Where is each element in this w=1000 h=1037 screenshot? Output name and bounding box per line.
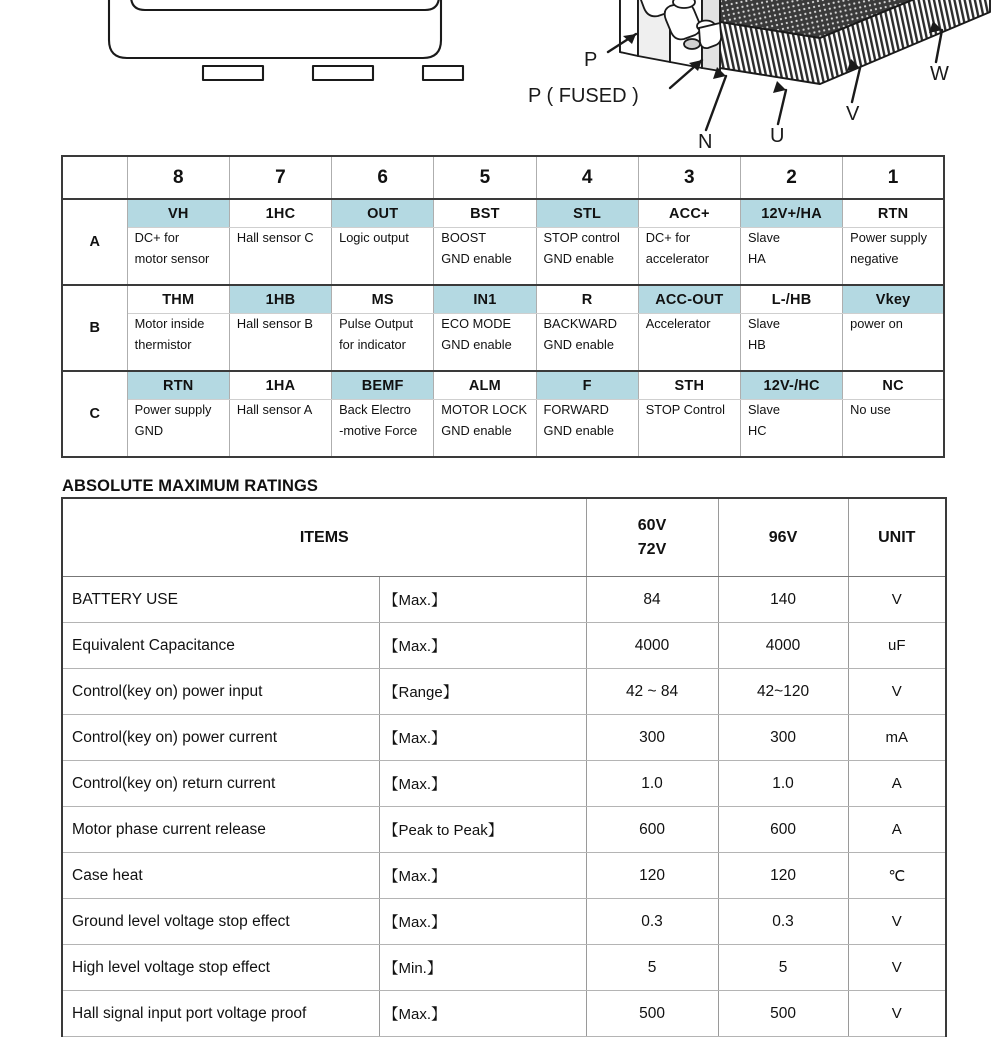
pin-signal-c5: ALM bbox=[434, 371, 536, 400]
ratings-item-9-v96: 500 bbox=[718, 991, 848, 1037]
pin-desc-b7 bbox=[229, 314, 331, 372]
ratings-item-3-v96: 300 bbox=[718, 715, 848, 761]
ratings-item-9-name: Hall signal input port voltage proof bbox=[62, 991, 379, 1037]
ratings-col-60v-72v bbox=[586, 498, 718, 577]
ratings-item-8-unit: V bbox=[848, 945, 946, 991]
label-p-fused: P ( FUSED ) bbox=[528, 85, 639, 107]
leader-u bbox=[778, 90, 786, 124]
pin-signal-b4: R bbox=[536, 285, 638, 314]
ratings-col-72v: 72V bbox=[637, 540, 667, 558]
pin-desc-c7 bbox=[229, 400, 331, 458]
pin-signal-b1: Vkey bbox=[843, 285, 944, 314]
pin-desc-b2 bbox=[740, 314, 842, 372]
pin-desc-b1-l1: power on bbox=[850, 316, 903, 331]
pin-signal-b8: THM bbox=[127, 285, 229, 314]
pin-number-2: 2 bbox=[740, 156, 842, 199]
pin-row-c-descriptions bbox=[62, 400, 944, 458]
pin-signal-a1: RTN bbox=[843, 199, 944, 228]
ratings-col-unit: UNIT bbox=[848, 498, 946, 577]
ratings-item-2-v96: 42~120 bbox=[718, 669, 848, 715]
diagram-band bbox=[0, 0, 1000, 153]
pin-row-a-descriptions bbox=[62, 228, 944, 286]
ratings-header-row bbox=[62, 498, 946, 577]
pin-number-4: 4 bbox=[536, 156, 638, 199]
ratings-item-4-unit: A bbox=[848, 761, 946, 807]
ratings-row-motor-phase-current-release bbox=[62, 807, 946, 853]
pin-desc-b5-l1: ECO MODE bbox=[441, 316, 511, 331]
pin-desc-b8 bbox=[127, 314, 229, 372]
pin-desc-b2-l1: Slave bbox=[747, 316, 780, 331]
ratings-item-0-name: BATTERY USE bbox=[62, 577, 379, 623]
pin-row-label-a: A bbox=[62, 199, 127, 285]
pin-desc-c2 bbox=[740, 400, 842, 458]
pin-desc-a1-l2: negative bbox=[850, 250, 899, 266]
ratings-item-3-v6072: 300 bbox=[586, 715, 718, 761]
pin-number-6: 6 bbox=[332, 156, 434, 199]
pin-desc-b4-l2: GND enable bbox=[543, 336, 614, 352]
pin-signal-c6: BEMF bbox=[332, 371, 434, 400]
ratings-item-6-name: Case heat bbox=[62, 853, 379, 899]
pin-row-b-signals bbox=[62, 285, 944, 314]
pin-desc-a6 bbox=[332, 228, 434, 286]
ratings-item-8-v96: 5 bbox=[718, 945, 848, 991]
ratings-col-60v: 60V bbox=[637, 517, 667, 535]
pin-desc-c5 bbox=[434, 400, 536, 458]
ratings-item-7-qual: 【Max.】 bbox=[379, 899, 586, 945]
pin-desc-c6-l2: -motive Force bbox=[339, 422, 418, 438]
ratings-item-4-v6072: 1.0 bbox=[586, 761, 718, 807]
ratings-item-0-v96: 140 bbox=[718, 577, 848, 623]
pin-desc-a2-l1: Slave bbox=[747, 230, 780, 245]
ratings-col-items: ITEMS bbox=[62, 498, 586, 577]
leader-n bbox=[706, 76, 726, 130]
pin-desc-b5 bbox=[434, 314, 536, 372]
pin-desc-a6-l1: Logic output bbox=[339, 230, 409, 245]
pin-signal-b2: L-/HB bbox=[740, 285, 842, 314]
ratings-row-control-power-input bbox=[62, 669, 946, 715]
pin-number-7: 7 bbox=[229, 156, 331, 199]
pin-desc-c8 bbox=[127, 400, 229, 458]
connector-pinout-diagram bbox=[85, 0, 485, 140]
pin-signal-a5: BST bbox=[434, 199, 536, 228]
pin-desc-c4-l2: GND enable bbox=[543, 422, 614, 438]
pin-desc-a5-l1: BOOST bbox=[441, 230, 487, 245]
ratings-row-control-return-current bbox=[62, 761, 946, 807]
ratings-item-3-qual: 【Max.】 bbox=[379, 715, 586, 761]
ratings-item-7-unit: V bbox=[848, 899, 946, 945]
pin-number-5: 5 bbox=[434, 156, 536, 199]
pin-number-1: 1 bbox=[843, 156, 944, 199]
ratings-item-5-name: Motor phase current release bbox=[62, 807, 379, 853]
pin-desc-c2-l1: Slave bbox=[747, 402, 780, 417]
pin-row-b-descriptions bbox=[62, 314, 944, 372]
pin-desc-c4-l1: FORWARD bbox=[543, 402, 609, 417]
pin-row-label-c: C bbox=[62, 371, 127, 457]
pin-row-a-signals bbox=[62, 199, 944, 228]
pin-signal-a4: STL bbox=[536, 199, 638, 228]
pin-desc-a7 bbox=[229, 228, 331, 286]
pin-desc-c1 bbox=[843, 400, 944, 458]
pin-desc-a1-l1: Power supply bbox=[850, 230, 927, 245]
pin-desc-c6 bbox=[332, 400, 434, 458]
ratings-item-8-name: High level voltage stop effect bbox=[62, 945, 379, 991]
ratings-item-0-unit: V bbox=[848, 577, 946, 623]
absolute-maximum-ratings-table bbox=[61, 497, 947, 1037]
pin-desc-b2-l2: HB bbox=[747, 336, 766, 352]
pin-signal-c3: STH bbox=[638, 371, 740, 400]
leader-v bbox=[852, 68, 860, 102]
pin-desc-a7-l1: Hall sensor C bbox=[236, 230, 314, 245]
label-u: U bbox=[770, 125, 785, 147]
ratings-item-4-qual: 【Max.】 bbox=[379, 761, 586, 807]
pin-table-corner bbox=[62, 156, 127, 199]
pin-signal-c8: RTN bbox=[127, 371, 229, 400]
ratings-item-1-name: Equivalent Capacitance bbox=[62, 623, 379, 669]
pin-signal-b3: ACC-OUT bbox=[638, 285, 740, 314]
pin-desc-b6 bbox=[332, 314, 434, 372]
ratings-row-hall-signal-input-port-voltage-proof bbox=[62, 991, 946, 1037]
ratings-item-2-unit: V bbox=[848, 669, 946, 715]
ratings-item-1-v6072: 4000 bbox=[586, 623, 718, 669]
pin-desc-a5-l2: GND enable bbox=[441, 250, 512, 266]
ratings-section-heading: ABSOLUTE MAXIMUM RATINGS bbox=[62, 477, 318, 495]
ratings-item-9-v6072: 500 bbox=[586, 991, 718, 1037]
pin-desc-c2-l2: HC bbox=[747, 422, 767, 438]
pin-signal-c7: 1HA bbox=[229, 371, 331, 400]
ratings-item-8-v6072: 5 bbox=[586, 945, 718, 991]
label-w: W bbox=[930, 63, 949, 85]
ratings-item-6-qual: 【Max.】 bbox=[379, 853, 586, 899]
pin-signal-a7: 1HC bbox=[229, 199, 331, 228]
ratings-item-1-v96: 4000 bbox=[718, 623, 848, 669]
pin-desc-b8-l1: Motor inside bbox=[134, 316, 205, 331]
ratings-row-case-heat bbox=[62, 853, 946, 899]
pin-desc-b1 bbox=[843, 314, 944, 372]
pin-row-label-b: B bbox=[62, 285, 127, 371]
pin-number-header-row bbox=[62, 156, 944, 199]
pin-desc-a3-l2: accelerator bbox=[645, 250, 710, 266]
ratings-row-ground-level-voltage-stop-effect bbox=[62, 899, 946, 945]
pin-signal-a2: 12V+/HA bbox=[740, 199, 842, 228]
ratings-item-1-unit: uF bbox=[848, 623, 946, 669]
ratings-item-2-qual: 【Range】 bbox=[379, 669, 586, 715]
pin-desc-c8-l1: Power supply bbox=[134, 402, 212, 417]
pin-number-3: 3 bbox=[638, 156, 740, 199]
pin-desc-b6-l1: Pulse Output bbox=[339, 316, 414, 331]
ratings-row-control-power-current bbox=[62, 715, 946, 761]
pin-desc-a8-l1: DC+ for bbox=[134, 230, 180, 245]
ratings-item-8-qual: 【Min.】 bbox=[379, 945, 586, 991]
ratings-row-high-level-voltage-stop-effect bbox=[62, 945, 946, 991]
label-v: V bbox=[846, 103, 860, 125]
pin-number-8: 8 bbox=[127, 156, 229, 199]
ratings-item-5-unit: A bbox=[848, 807, 946, 853]
pin-desc-a3 bbox=[638, 228, 740, 286]
label-p: P bbox=[584, 49, 598, 71]
pin-desc-b4-l1: BACKWARD bbox=[543, 316, 617, 331]
pin-signal-c4: F bbox=[536, 371, 638, 400]
ratings-item-2-name: Control(key on) power input bbox=[62, 669, 379, 715]
pin-desc-c6-l1: Back Electro bbox=[339, 402, 411, 417]
pin-desc-c4 bbox=[536, 400, 638, 458]
controller-terminal-diagram bbox=[520, 0, 990, 153]
ratings-item-7-v6072: 0.3 bbox=[586, 899, 718, 945]
pin-assignment-table bbox=[61, 155, 945, 458]
pin-desc-b6-l2: for indicator bbox=[339, 336, 406, 352]
ratings-item-2-v6072: 42 ~ 84 bbox=[586, 669, 718, 715]
ratings-item-5-qual: 【Peak to Peak】 bbox=[379, 807, 586, 853]
pin-row-c-signals bbox=[62, 371, 944, 400]
label-n: N bbox=[698, 131, 713, 153]
pin-desc-a2 bbox=[740, 228, 842, 286]
ratings-item-1-qual: 【Max.】 bbox=[379, 623, 586, 669]
ratings-item-5-v6072: 600 bbox=[586, 807, 718, 853]
pin-desc-a4-l1: STOP control bbox=[543, 230, 620, 245]
pin-desc-c8-l2: GND bbox=[134, 422, 164, 438]
pin-signal-a8: VH bbox=[127, 199, 229, 228]
ratings-item-9-unit: V bbox=[848, 991, 946, 1037]
pin-desc-a4-l2: GND enable bbox=[543, 250, 614, 266]
ratings-item-3-name: Control(key on) power current bbox=[62, 715, 379, 761]
pin-desc-c5-l2: GND enable bbox=[441, 422, 512, 438]
ratings-row-equivalent-capacitance bbox=[62, 623, 946, 669]
pin-signal-a6: OUT bbox=[332, 199, 434, 228]
ratings-item-6-v96: 120 bbox=[718, 853, 848, 899]
pin-assignment-table-wrap bbox=[61, 155, 945, 458]
pin-desc-b7-l1: Hall sensor B bbox=[236, 316, 313, 331]
ratings-item-5-v96: 600 bbox=[718, 807, 848, 853]
pin-signal-c1: NC bbox=[843, 371, 944, 400]
pin-desc-a5 bbox=[434, 228, 536, 286]
ratings-item-7-v96: 0.3 bbox=[718, 899, 848, 945]
pin-desc-c5-l1: MOTOR LOCK bbox=[441, 402, 528, 417]
ratings-row-battery-use bbox=[62, 577, 946, 623]
ratings-item-3-unit: mA bbox=[848, 715, 946, 761]
absolute-maximum-ratings-table-wrap bbox=[61, 497, 945, 1023]
ratings-item-6-v6072: 120 bbox=[586, 853, 718, 899]
pin-desc-a8 bbox=[127, 228, 229, 286]
pin-desc-c7-l1: Hall sensor A bbox=[236, 402, 313, 417]
pin-desc-c3 bbox=[638, 400, 740, 458]
pin-signal-b6: MS bbox=[332, 285, 434, 314]
pin-signal-b5: IN1 bbox=[434, 285, 536, 314]
pin-desc-c1-l1: No use bbox=[850, 402, 891, 417]
ratings-item-0-qual: 【Max.】 bbox=[379, 577, 586, 623]
ratings-item-4-name: Control(key on) return current bbox=[62, 761, 379, 807]
pin-desc-a1 bbox=[843, 228, 944, 286]
pin-desc-a3-l1: DC+ for bbox=[645, 230, 691, 245]
pin-signal-b7: 1HB bbox=[229, 285, 331, 314]
pin-desc-b3 bbox=[638, 314, 740, 372]
pin-signal-c2: 12V-/HC bbox=[740, 371, 842, 400]
pin-desc-a8-l2: motor sensor bbox=[134, 250, 210, 266]
ratings-col-96v: 96V bbox=[718, 498, 848, 577]
pin-desc-b8-l2: thermistor bbox=[134, 336, 192, 352]
pin-desc-b4 bbox=[536, 314, 638, 372]
ratings-item-7-name: Ground level voltage stop effect bbox=[62, 899, 379, 945]
pin-desc-a2-l2: HA bbox=[747, 250, 766, 266]
ratings-item-0-v6072: 84 bbox=[586, 577, 718, 623]
pin-desc-a4 bbox=[536, 228, 638, 286]
ratings-item-4-v96: 1.0 bbox=[718, 761, 848, 807]
pin-signal-a3: ACC+ bbox=[638, 199, 740, 228]
ratings-item-9-qual: 【Max.】 bbox=[379, 991, 586, 1037]
pin-desc-b5-l2: GND enable bbox=[441, 336, 512, 352]
pin-desc-b3-l1: Accelerator bbox=[645, 316, 711, 331]
ratings-item-6-unit: ℃ bbox=[848, 853, 946, 899]
pin-desc-c3-l1: STOP Control bbox=[645, 402, 725, 417]
